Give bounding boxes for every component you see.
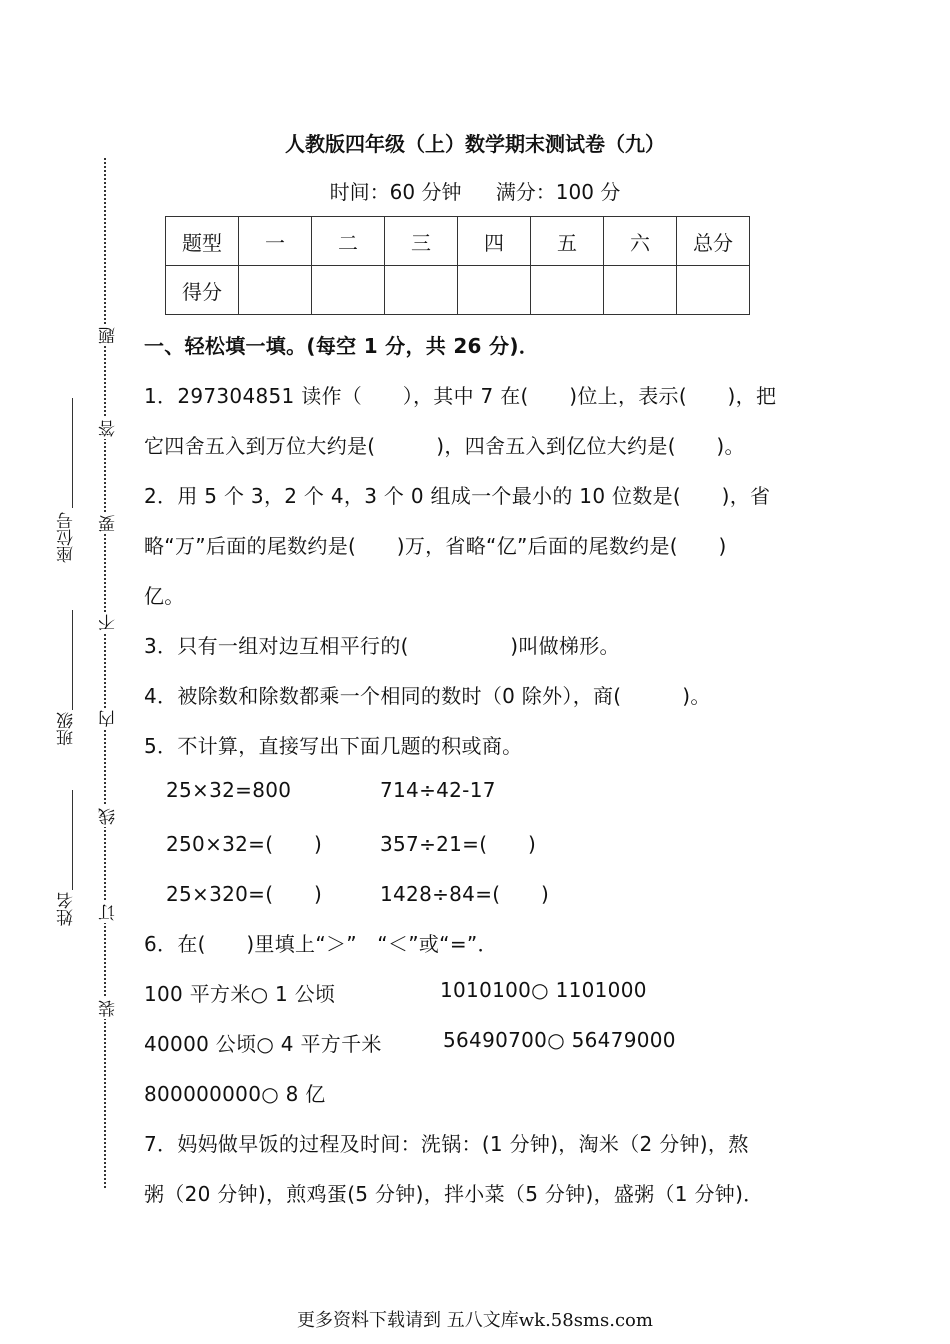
- score-input-cell[interactable]: [312, 266, 385, 315]
- score-input-cell[interactable]: [385, 266, 458, 315]
- table-cell: 六: [604, 217, 677, 266]
- binding-dotted-line: [104, 158, 106, 1188]
- score-input-cell[interactable]: [604, 266, 677, 315]
- table-cell: 四: [458, 217, 531, 266]
- seal-char: 订: [96, 902, 121, 923]
- q6-item: 800000000○ 8 亿: [144, 1082, 326, 1106]
- q5-item: 25×32=800: [166, 778, 292, 802]
- class-label: 班级: [54, 712, 79, 746]
- seal-char: 答: [96, 418, 121, 439]
- q5-item: 357÷21=( ): [380, 832, 537, 856]
- seal-char: 线: [96, 806, 121, 827]
- table-cell: 三: [385, 217, 458, 266]
- score-input-cell[interactable]: [531, 266, 604, 315]
- exam-subtitle: [0, 176, 950, 205]
- seat-number-blank[interactable]: [72, 398, 73, 508]
- seal-char: 题: [96, 325, 121, 346]
- question-7-line-2: 粥（20 分钟)，煎鸡蛋(5 分钟)，拌小菜（5 分钟)，盛粥（1 分钟)．: [144, 1182, 764, 1206]
- seal-char: 内: [96, 708, 121, 729]
- q5-item: 1428÷84=( ): [380, 882, 550, 906]
- section-heading: 一、轻松填一填。(每空 1 分，共 26 分)．: [144, 334, 540, 358]
- score-input-cell[interactable]: [458, 266, 531, 315]
- exam-title: 人教版四年级（上）数学期末测试卷（九）: [285, 132, 665, 156]
- seat-number-label: 座位号: [54, 512, 79, 563]
- table-cell: 题型: [166, 217, 239, 266]
- time-limit: 时间：60 分钟: [329, 180, 462, 204]
- table-cell: 二: [312, 217, 385, 266]
- table-row: [166, 217, 750, 266]
- q6-item: 1010100○ 1101000: [440, 978, 647, 1002]
- name-label: 姓名: [54, 892, 79, 926]
- question-6: 6．在( )里填上“＞” “＜”或“=”．: [144, 932, 498, 956]
- question-7-line-1: 7．妈妈做早饭的过程及时间：洗锅：(1 分钟)，淘米（2 分钟)，熬: [144, 1132, 749, 1156]
- question-1-line-2: 它四舍五入到万位大约是( )，四舍五入到亿位大约是( )。: [144, 434, 745, 458]
- table-cell: 五: [531, 217, 604, 266]
- question-2-line-1: 2．用 5 个 3，2 个 4，3 个 0 组成一个最小的 10 位数是( )，省: [144, 484, 771, 508]
- footer-link[interactable]: 更多资料下载请到 五八文库wk.58sms.com: [297, 1310, 653, 1331]
- q6-item: 40000 公顷○ 4 平方千米: [144, 1032, 382, 1056]
- question-3: 3．只有一组对边互相平行的( )叫做梯形。: [144, 634, 620, 658]
- question-2-line-2: 略“万”后面的尾数约是( )万，省略“亿”后面的尾数约是( ): [144, 534, 727, 558]
- seal-char: 不: [96, 612, 121, 633]
- full-score: 满分：100 分: [495, 180, 621, 204]
- q5-item: 714÷42-17: [380, 778, 496, 802]
- score-input-cell[interactable]: [677, 266, 750, 315]
- seal-char: 装: [96, 998, 121, 1019]
- score-input-cell[interactable]: [239, 266, 312, 315]
- question-4: 4．被除数和除数都乘一个相同的数时（0 除外），商( )。: [144, 684, 711, 708]
- question-1-line-1: 1．297304851 读作（ ），其中 7 在( )位上，表示( )，把: [144, 384, 777, 408]
- question-2-line-3: 亿。: [144, 584, 185, 608]
- table-cell: 一: [239, 217, 312, 266]
- table-cell: 得分: [166, 266, 239, 315]
- question-5: 5．不计算，直接写出下面几题的积或商。: [144, 734, 523, 758]
- name-blank[interactable]: [72, 790, 73, 890]
- q5-item: 250×32=( ): [166, 832, 323, 856]
- q5-item: 25×320=( ): [166, 882, 323, 906]
- q6-item: 100 平方米○ 1 公顷: [144, 982, 336, 1006]
- q6-item: 56490700○ 56479000: [443, 1028, 676, 1052]
- seal-char: 要: [96, 513, 121, 534]
- class-blank[interactable]: [72, 610, 73, 710]
- table-cell: 总分: [677, 217, 750, 266]
- table-row: [166, 266, 750, 315]
- score-table: [165, 216, 750, 315]
